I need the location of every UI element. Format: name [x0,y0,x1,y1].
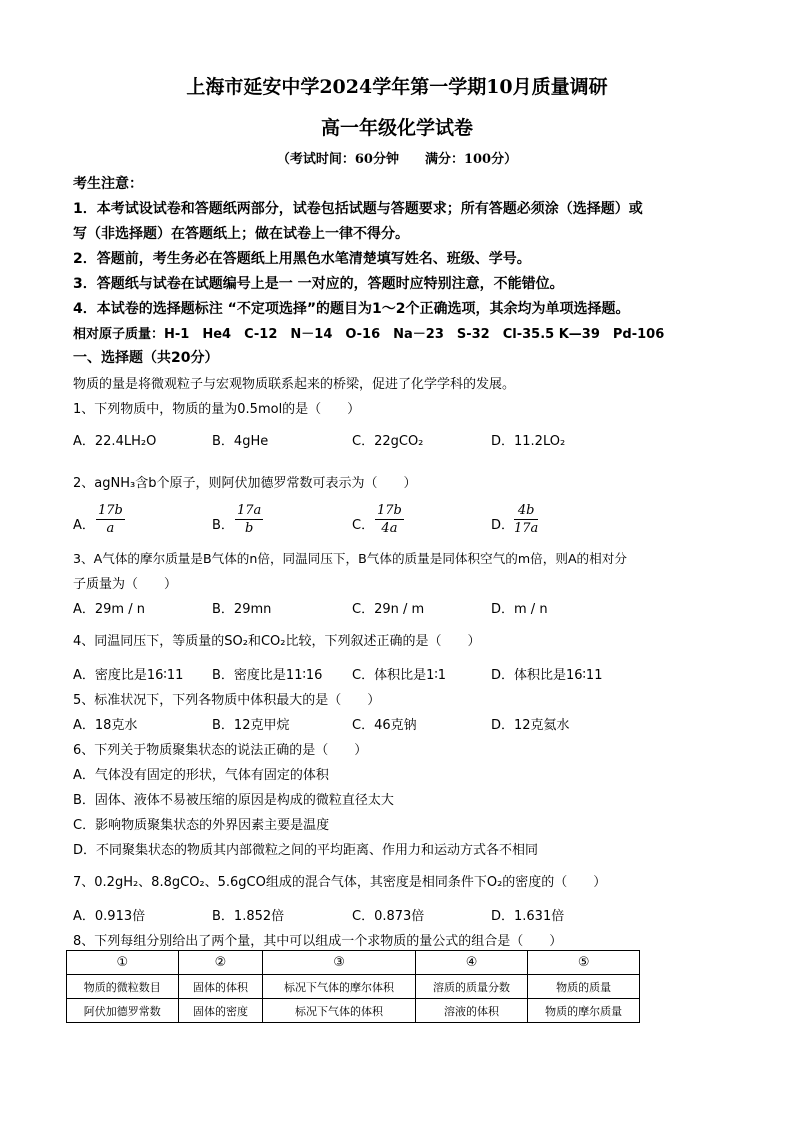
table-row [67,999,640,1023]
fraction-numerator: 17b [98,503,123,518]
question-3-option-a: A．29m / n [73,602,145,617]
table-header-cell: ⑤ [528,951,640,975]
question-6-option-c: C．影响物质聚集状态的外界因素主要是温度 [73,818,330,833]
question-5-stem: 5、标准状况下，下列各物质中体积最大的是（ ） [73,693,381,708]
question-6-stem: 6、下列关于物质聚集状态的说法正确的是（ ） [73,743,368,758]
question-4-stem: 4、同温同压下，等质量的SO₂和CO₂比较，下列叙述正确的是（ ） [73,634,481,649]
fraction-numerator: 17a [237,503,262,518]
section-title: 一、选择题（共20分） [73,350,219,366]
question-2-option-c-label: C． [352,518,375,533]
question-1-option-a: A．22.4LH₂O [73,434,157,449]
question-1-option-c: C．22gCO₂ [352,434,424,449]
question-7-stem: 7、0.2gH₂、8.8gCO₂、5.6gCO组成的混合气体，其密度是相同条件下O₂的密度的（ ） [73,875,607,890]
notice-line-1a: 1．本考试设试卷和答题纸两部分，试卷包括试题与答题要求；所有答题必须涂（选择题）或 [73,201,643,217]
fraction-denominator: 4a [381,521,398,536]
table-cell: 标况下气体的体积 [263,999,415,1023]
question-2-option-a-label: A． [73,518,95,533]
question-3-stem-b: 子质量为（ ） [73,577,178,592]
question-3-option-b: B．29mn [212,602,272,617]
question-2-option-b-fraction [235,503,263,536]
notice-line-2: 2．答题前，考生务必在答题纸上用黑色水笔清楚填写姓名、班级、学号。 [73,251,531,267]
question-2-option-d-fraction [514,503,538,536]
question-3-option-d: D．m / n [491,602,548,617]
question-4-option-d: D．体积比是16∶11 [491,668,603,683]
fraction-numerator: 17b [377,503,402,518]
table-cell: 标况下气体的摩尔体积 [263,975,415,999]
table-cell: 物质的摩尔质量 [528,999,640,1023]
notice-line-3: 3．答题纸与试卷在试题编号上是一 一对应的，答题时应特别注意，不能错位。 [73,276,564,292]
question-5-option-b: B．12克甲烷 [212,718,290,733]
fraction-denominator: 17a [514,521,539,536]
question-7-option-d: D．1.631倍 [491,909,565,924]
question-6-option-a: A．气体没有固定的形状，气体有固定的体积 [73,768,329,783]
table-header-cell: ③ [263,951,415,975]
section-intro: 物质的量是将微观粒子与宏观物质联系起来的桥梁，促进了化学学科的发展。 [73,377,516,392]
table-header-cell: ② [178,951,263,975]
table-header-cell: ① [67,951,179,975]
notice-line-1b: 写（非选择题）在答题纸上；做在试卷上一律不得分。 [73,226,409,242]
notice-line-4: 4．本试卷的选择题标注 “不定项选择”的题目为1～2个正确选项，其余均为单项选择题。 [73,301,630,317]
question-2-stem: 2、agNH₃含b个原子，则阿伏加德罗常数可表示为（ ） [73,476,417,491]
atomic-mass-line: 相对原子质量：H-1 He4 C-12 N－14 O-16 Na－23 S-32 Cl-35.5 K—39 Pd-106 [73,327,665,342]
table-header-cell: ④ [415,951,528,975]
question-6-option-b: B．固体、液体不易被压缩的原因是构成的微粒直径太大 [73,793,394,808]
table-cell: 固体的密度 [178,999,263,1023]
question-3-stem-a: 3、A气体的摩尔质量是B气体的n倍，同温同压下，B气体的质量是同体积空气的m倍，则A的相对分 [73,551,627,566]
exam-title: 上海市延安中学2024学年第一学期10月质量调研 [186,76,608,98]
fraction-denominator: b [244,521,254,536]
notice-heading: 考生注意： [73,176,143,192]
question-1-option-b: B．4gHe [212,434,269,449]
fraction-numerator: 4b [514,503,538,520]
question-4-option-b: B．密度比是11∶16 [212,668,323,683]
question-7-option-b: B．1.852倍 [212,909,285,924]
question-1-stem: 1、下列物质中，物质的量为0.5mol的是（ ） [73,402,361,417]
question-2-option-d-label: D． [491,518,515,533]
question-4-option-c: C．体积比是1∶1 [352,668,447,683]
question-5-option-c: C．46克钠 [352,718,417,733]
table-cell: 物质的质量 [528,975,640,999]
table-row [67,975,640,999]
question-6-option-d: D．不同聚集状态的物质其内部微粒之间的平均距离、作用力和运动方式各不相同 [73,843,539,858]
question-2-option-b-label: B． [212,518,234,533]
question-8-stem: 8、下列每组分别给出了两个量，其中可以组成一个求物质的量公式的组合是（ ） [73,934,563,949]
question-3-option-c: C．29n / m [352,602,425,617]
table-cell: 溶质的质量分数 [415,975,528,999]
exam-info: （考试时间：60分钟 满分：100分） [276,152,518,167]
question-4-option-a: A．密度比是16∶11 [73,668,184,683]
table-cell: 溶液的体积 [415,999,528,1023]
question-1-option-d: D．11.2LO₂ [491,434,566,449]
question-8-table [66,950,640,1023]
question-7-option-c: C．0.873倍 [352,909,425,924]
table-header-row [67,951,640,975]
question-5-option-d: D．12克氦水 [491,718,570,733]
table-cell: 阿伏加德罗常数 [67,999,179,1023]
question-2-option-c-fraction [375,503,404,536]
question-2-option-a-fraction [96,503,125,536]
fraction-denominator: a [106,521,115,536]
question-5-option-a: A．18克水 [73,718,138,733]
table-cell: 物质的微粒数目 [67,975,179,999]
question-7-option-a: A．0.913倍 [73,909,146,924]
table-cell: 固体的体积 [178,975,263,999]
exam-subtitle: 高一年级化学试卷 [320,117,473,139]
